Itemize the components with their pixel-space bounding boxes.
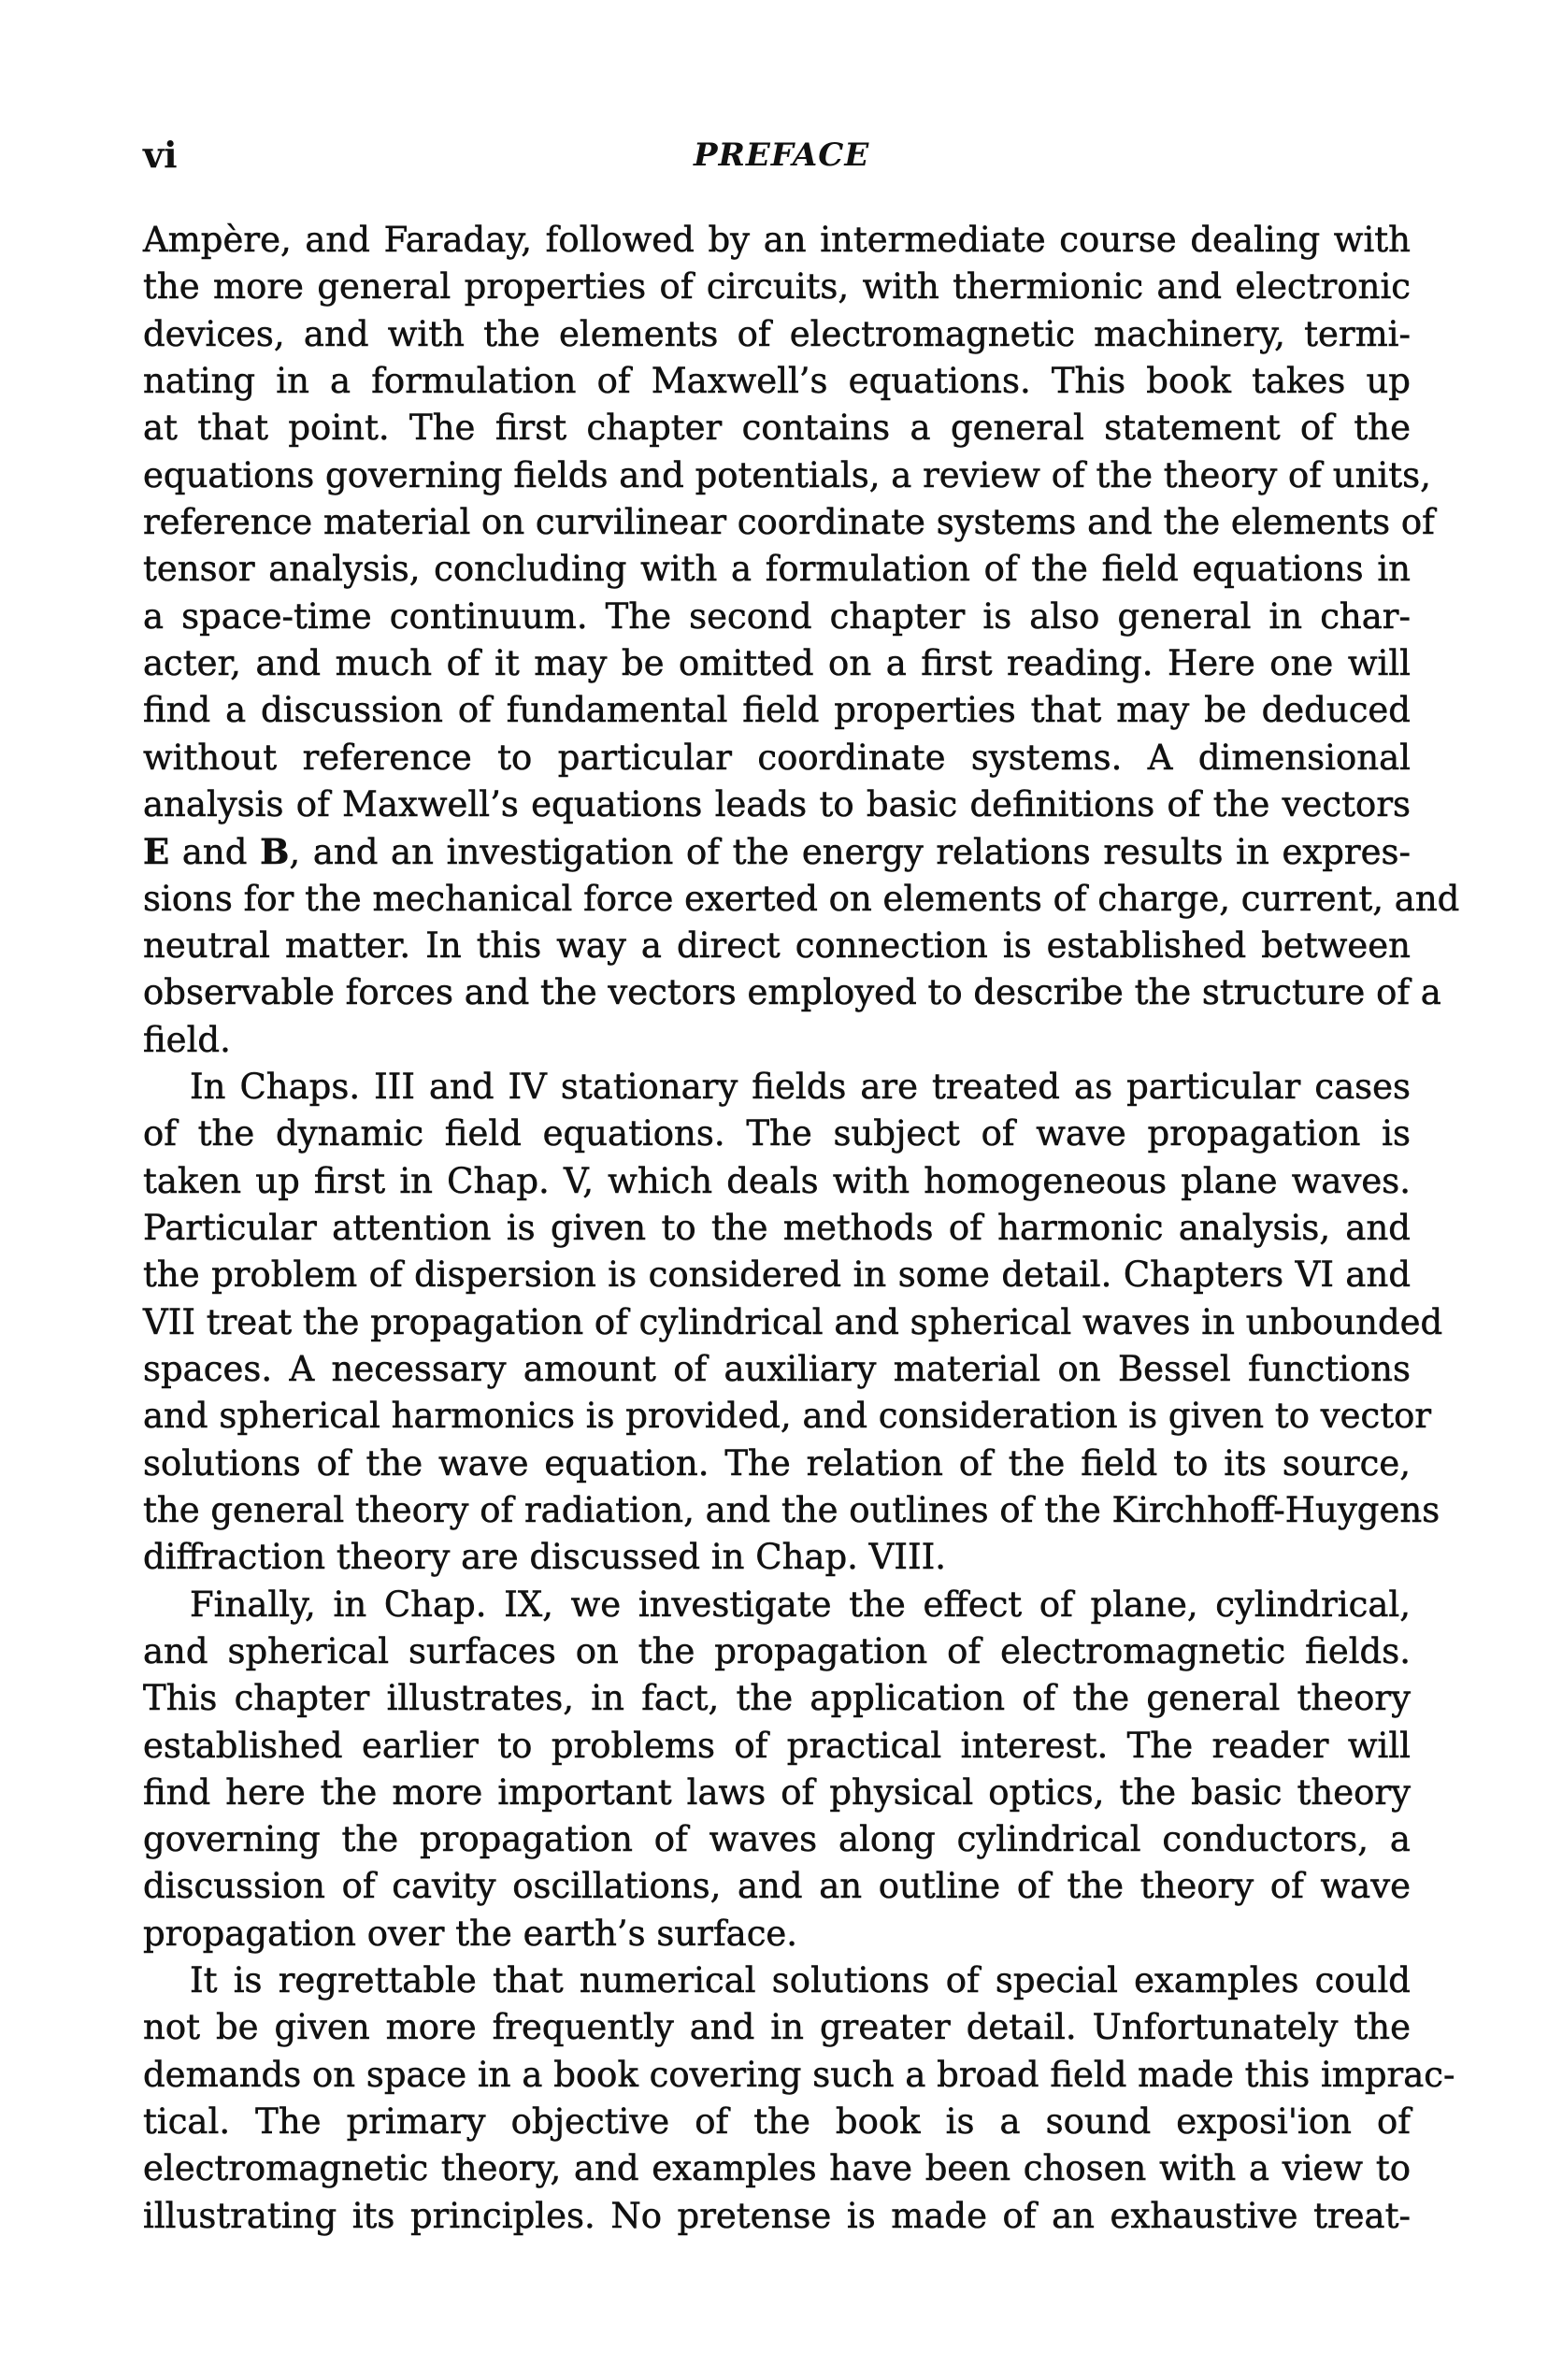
text-line: and spherical harmonics is provided, and consideration is given to vector — [143, 1396, 1432, 1437]
text-line: and spherical surfaces on the propagation of electromagnetic fields. — [143, 1630, 1411, 1671]
text-line: spaces. A necessary amount of auxiliary material on Bessel functions — [143, 1348, 1411, 1389]
text-line: a space-time continuum. The second chapter is also general in char- — [143, 595, 1411, 637]
text-line: diffraction theory are discussed in Chap. VIII. — [143, 1537, 947, 1578]
text-line: of the dynamic field equations. The subject of wave propagation is — [143, 1113, 1411, 1154]
text-line: governing the propagation of waves along cylindrical conductors, a — [143, 1819, 1411, 1860]
text-line: nating in a formulation of Maxwell’s equations. This book takes up — [143, 360, 1411, 401]
text-line: E and B, and an investigation of the energy relations results in expres- — [143, 831, 1411, 873]
text-line: neutral matter. In this way a direct connection is established between — [143, 925, 1411, 966]
text-line: Finally, in Chap. IX, we investigate the effect of plane, cylindrical, — [190, 1584, 1411, 1625]
paragraph — [143, 1582, 1411, 1958]
text-line: In Chaps. III and IV stationary fields are treated as particular cases — [190, 1066, 1411, 1107]
preface-body — [143, 217, 1460, 2240]
text-line: find here the more important laws of physical optics, the basic theory — [143, 1771, 1411, 1813]
text-line: tensor analysis, concluding with a formulation of the field equations in — [143, 549, 1411, 590]
text-line: sions for the mechanical force exerted on elements of charge, current, and — [143, 878, 1460, 919]
text-line: Particular attention is given to the methods of harmonic analysis, and — [143, 1207, 1411, 1248]
text-line: the general theory of radiation, and the outlines of the Kirchhoff-Huygens — [143, 1489, 1440, 1530]
paragraph — [143, 217, 1460, 1064]
vector-symbol: B — [260, 831, 290, 873]
text-line: analysis of Maxwell’s equations leads to basic definitions of the vectors — [143, 783, 1411, 824]
text-line: not be given more frequently and in greater detail. Unfortunately the — [143, 2007, 1411, 2048]
paragraph — [143, 1957, 1455, 2240]
text-line: equations governing fields and potentials, a review of the theory of units, — [143, 454, 1431, 495]
page-number: vi — [143, 134, 178, 176]
text-line: reference material on curvilinear coordinate systems and the elements of — [143, 501, 1435, 542]
text-line: without reference to particular coordinate systems. A dimensional — [143, 737, 1411, 778]
text-line: demands on space in a book covering such a broad field made this imprac- — [143, 2054, 1455, 2095]
text-line: at that point. The first chapter contains a general statement of the — [143, 408, 1411, 449]
text-line: observable forces and the vectors employed to describe the structure of a — [143, 972, 1441, 1013]
text-line: illustrating its principles. No pretense is made of an exhaustive treat- — [143, 2195, 1411, 2236]
text-line: find a discussion of fundamental field properties that may be deduced — [143, 690, 1411, 731]
text-line: propagation over the earth’s surface. — [143, 1913, 798, 1954]
text-line: solutions of the wave equation. The relation of the field to its source, — [143, 1442, 1411, 1484]
paragraph — [143, 1064, 1443, 1582]
vector-symbol: E — [143, 831, 170, 873]
text-line: VII treat the propagation of cylindrical and spherical waves in unbounded — [143, 1301, 1443, 1342]
text-line: the more general properties of circuits, with thermionic and electronic — [143, 266, 1411, 308]
text-line: devices, and with the elements of electromagnetic machinery, termi- — [143, 313, 1411, 354]
text-line: field. — [143, 1019, 231, 1060]
text-line: It is regrettable that numerical solutions of special examples could — [190, 1960, 1411, 2001]
text-line: electromagnetic theory, and examples have been chosen with a view to — [143, 2148, 1411, 2189]
text-line: the problem of dispersion is considered in some detail. Chapters VI and — [143, 1255, 1411, 1296]
text-line: established earlier to problems of practical interest. The reader will — [143, 1725, 1411, 1766]
text-line: Ampère, and Faraday, followed by an intermediate course dealing with — [143, 220, 1411, 260]
text-line: discussion of cavity oscillations, and an outline of the theory of wave — [143, 1866, 1411, 1907]
text-line: This chapter illustrates, in fact, the application of the general theory — [143, 1678, 1411, 1719]
text-line: tical. The primary objective of the book is a sound exposi'ion of — [143, 2101, 1411, 2143]
running-title: PREFACE — [694, 136, 870, 174]
text-line: acter, and much of it may be omitted on a first reading. Here one will — [143, 642, 1411, 683]
text-line: taken up first in Chap. V, which deals with homogeneous plane waves. — [143, 1160, 1411, 1201]
